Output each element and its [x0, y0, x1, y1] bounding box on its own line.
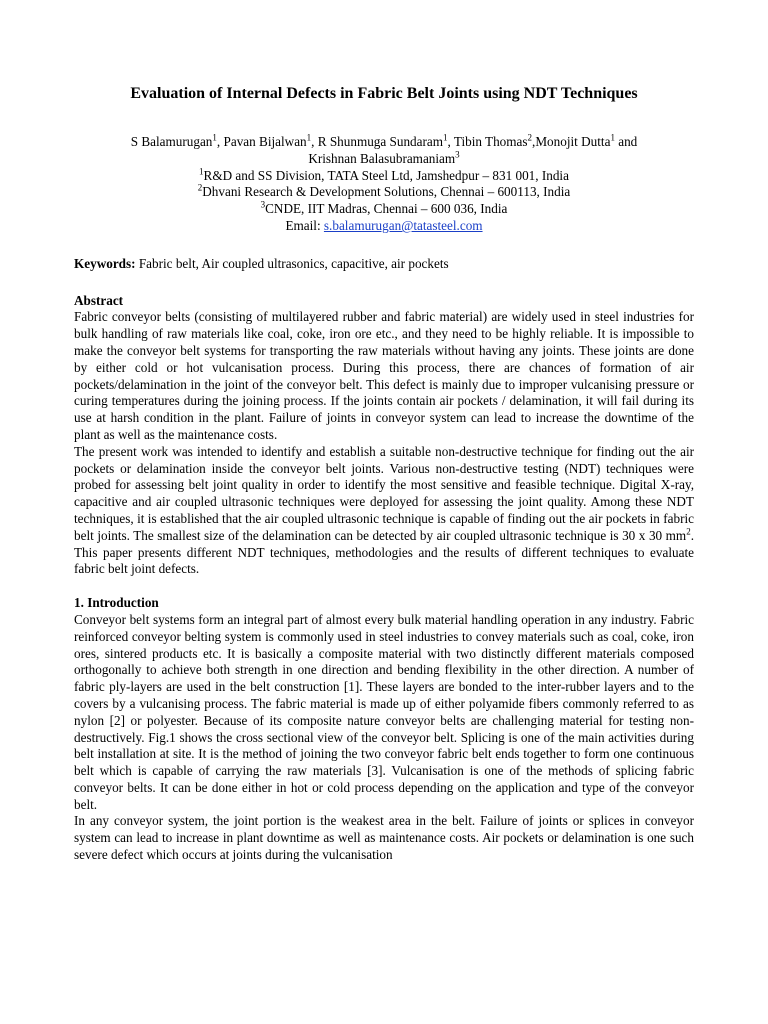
affiliation-text: CNDE, IIT Madras, Chennai – 600 036, India	[265, 201, 508, 217]
author-affiliation-mark: 3	[455, 149, 460, 160]
abstract-paragraph-2	[74, 444, 694, 578]
author-name: , R Shunmuga Sundaram	[311, 134, 444, 149]
introduction-paragraph-2: In any conveyor system, the joint portion is the weakest area in the belt. Failure of joints or splices in conveyor system can lead to increase in plant downtime as well as maintenance costs. Air pockets or delamination is one such severe defect which occurs at joints during the vulcanisation	[74, 813, 694, 863]
abstract-paragraph-1: Fabric conveyor belts (consisting of multilayered rubber and fabric material) are widely used in steel industries for bulk handling of raw materials like coal, coke, iron ore etc., and they need to be highly reliable. It is impossible to make the conveyor belt systems for transporting the raw materials without having any joints. These joints are done by either cold or hot vulcanisation process. During this process, there are chances of formation of air pockets/delamination in the joint of the conveyor belt. This defect is mainly due to improper vulcanising pressure or curing temperatures during the joining process. If the joints contain air pockets / delamination, it will fail during its use at harsh condition in the plant. Failure of joints in conveyor system can lead to increase the downtime of the plant as well as the maintenance costs.	[74, 309, 694, 442]
author-conjunction: and	[614, 134, 638, 149]
keywords-label: Keywords:	[74, 255, 136, 271]
affiliation-mark: 2	[197, 183, 203, 193]
email-line	[74, 218, 694, 235]
keywords-line	[74, 256, 694, 273]
author-line	[74, 134, 694, 151]
author-name: Krishnan Balasubramaniam	[308, 150, 456, 166]
abstract-paragraph-2-text: The present work was intended to identify and establish a suitable non-destructive technique for finding out the air pockets or delamination inside the conveyor belt joints. Various non-destructive testing (NDT) techniques were probed for assessing belt joint quality in order to identify the most sensitive and feasible technique. Digital X-ray, capacitive and air coupled ultrasonic techniques were deployed for assessing the joint quality. Among these NDT techniques, it is established that the air coupled ultrasonic technique is capable of finding out the air pockets in fabric belt joints. The smallest size of the delamination can be detected by air coupled ultrasonic technique is 30 x 30 mm	[74, 443, 694, 543]
abstract-paragraph-2-text-end: . This paper presents different NDT techniques, methodologies and the results of different techniques to evaluate fabric belt joint defects.	[74, 527, 694, 577]
author-name: , Tibin Thomas	[447, 134, 528, 149]
squared-mark: 2	[686, 526, 691, 537]
affiliation-mark: 1	[199, 166, 204, 177]
affiliation-text: R&D and SS Division, TATA Steel Ltd, Jamshedpur – 831 001, India	[203, 167, 569, 183]
abstract-heading: Abstract	[74, 292, 124, 308]
author-name: ,Monojit Dutta	[532, 134, 611, 149]
affiliation-1	[74, 168, 694, 185]
paper-page	[74, 84, 694, 864]
author-name: , Pavan Bijalwan	[216, 134, 307, 149]
author-affiliation-mark: 1	[212, 132, 217, 143]
author-name: S Balamurugan	[130, 134, 213, 149]
introduction-heading: 1. Introduction	[74, 595, 159, 611]
author-affiliation-mark: 1	[306, 132, 312, 143]
affiliation-text: Dhvani Research & Development Solutions, Chennai – 600113, India	[202, 184, 571, 200]
affiliation-mark: 3	[260, 199, 266, 210]
paper-title: Evaluation of Internal Defects in Fabric Belt Joints using NDT Techniques	[130, 85, 638, 102]
author-affiliation-mark: 2	[527, 132, 533, 143]
email-link[interactable]: s.balamurugan@tatasteel.com	[323, 217, 483, 233]
author-affiliation-mark: 1	[443, 132, 448, 143]
affiliation-2	[74, 184, 694, 201]
email-label: Email:	[285, 217, 324, 233]
author-line	[74, 151, 694, 168]
introduction-paragraph-1: Conveyor belt systems form an integral part of almost every bulk material handling operation in any industry. Fabric reinforced conveyor belting system is commonly used in steel industries to convey materials such as coal, coke, iron ores, sintered products etc. It is basically a composite material with two distinctly different materials composed orthogonally to achieve both strength in one direction and bending flexibility in the other direction. A number of fabric ply-layers are used in the belt construction [1]. These layers are bonded to the inter-rubber layers and to the covers by a vulcanising process. The fabric material is made up of either polyamide fibers commonly referred to as nylon [2] or polyester. Because of its composite nature conveyor belts are challenging material for testing non-destructively. Fig.1 shows the cross sectional view of the conveyor belt. Splicing is one of the main activities during belt installation at site. It is the method of joining the two conveyor fabric belt ends together to form one continuous belt which is capable of carrying the raw materials [3]. Vulcanisation is one of the methods of splicing fabric conveyor belts. It can be done either in hot or cold process depending on the application and type of the conveyor belt.	[74, 611, 694, 812]
affiliation-3	[74, 201, 694, 218]
keywords-text: Fabric belt, Air coupled ultrasonics, capacitive, air pockets	[135, 255, 449, 271]
author-block	[74, 134, 694, 235]
author-affiliation-mark: 1	[610, 132, 615, 143]
